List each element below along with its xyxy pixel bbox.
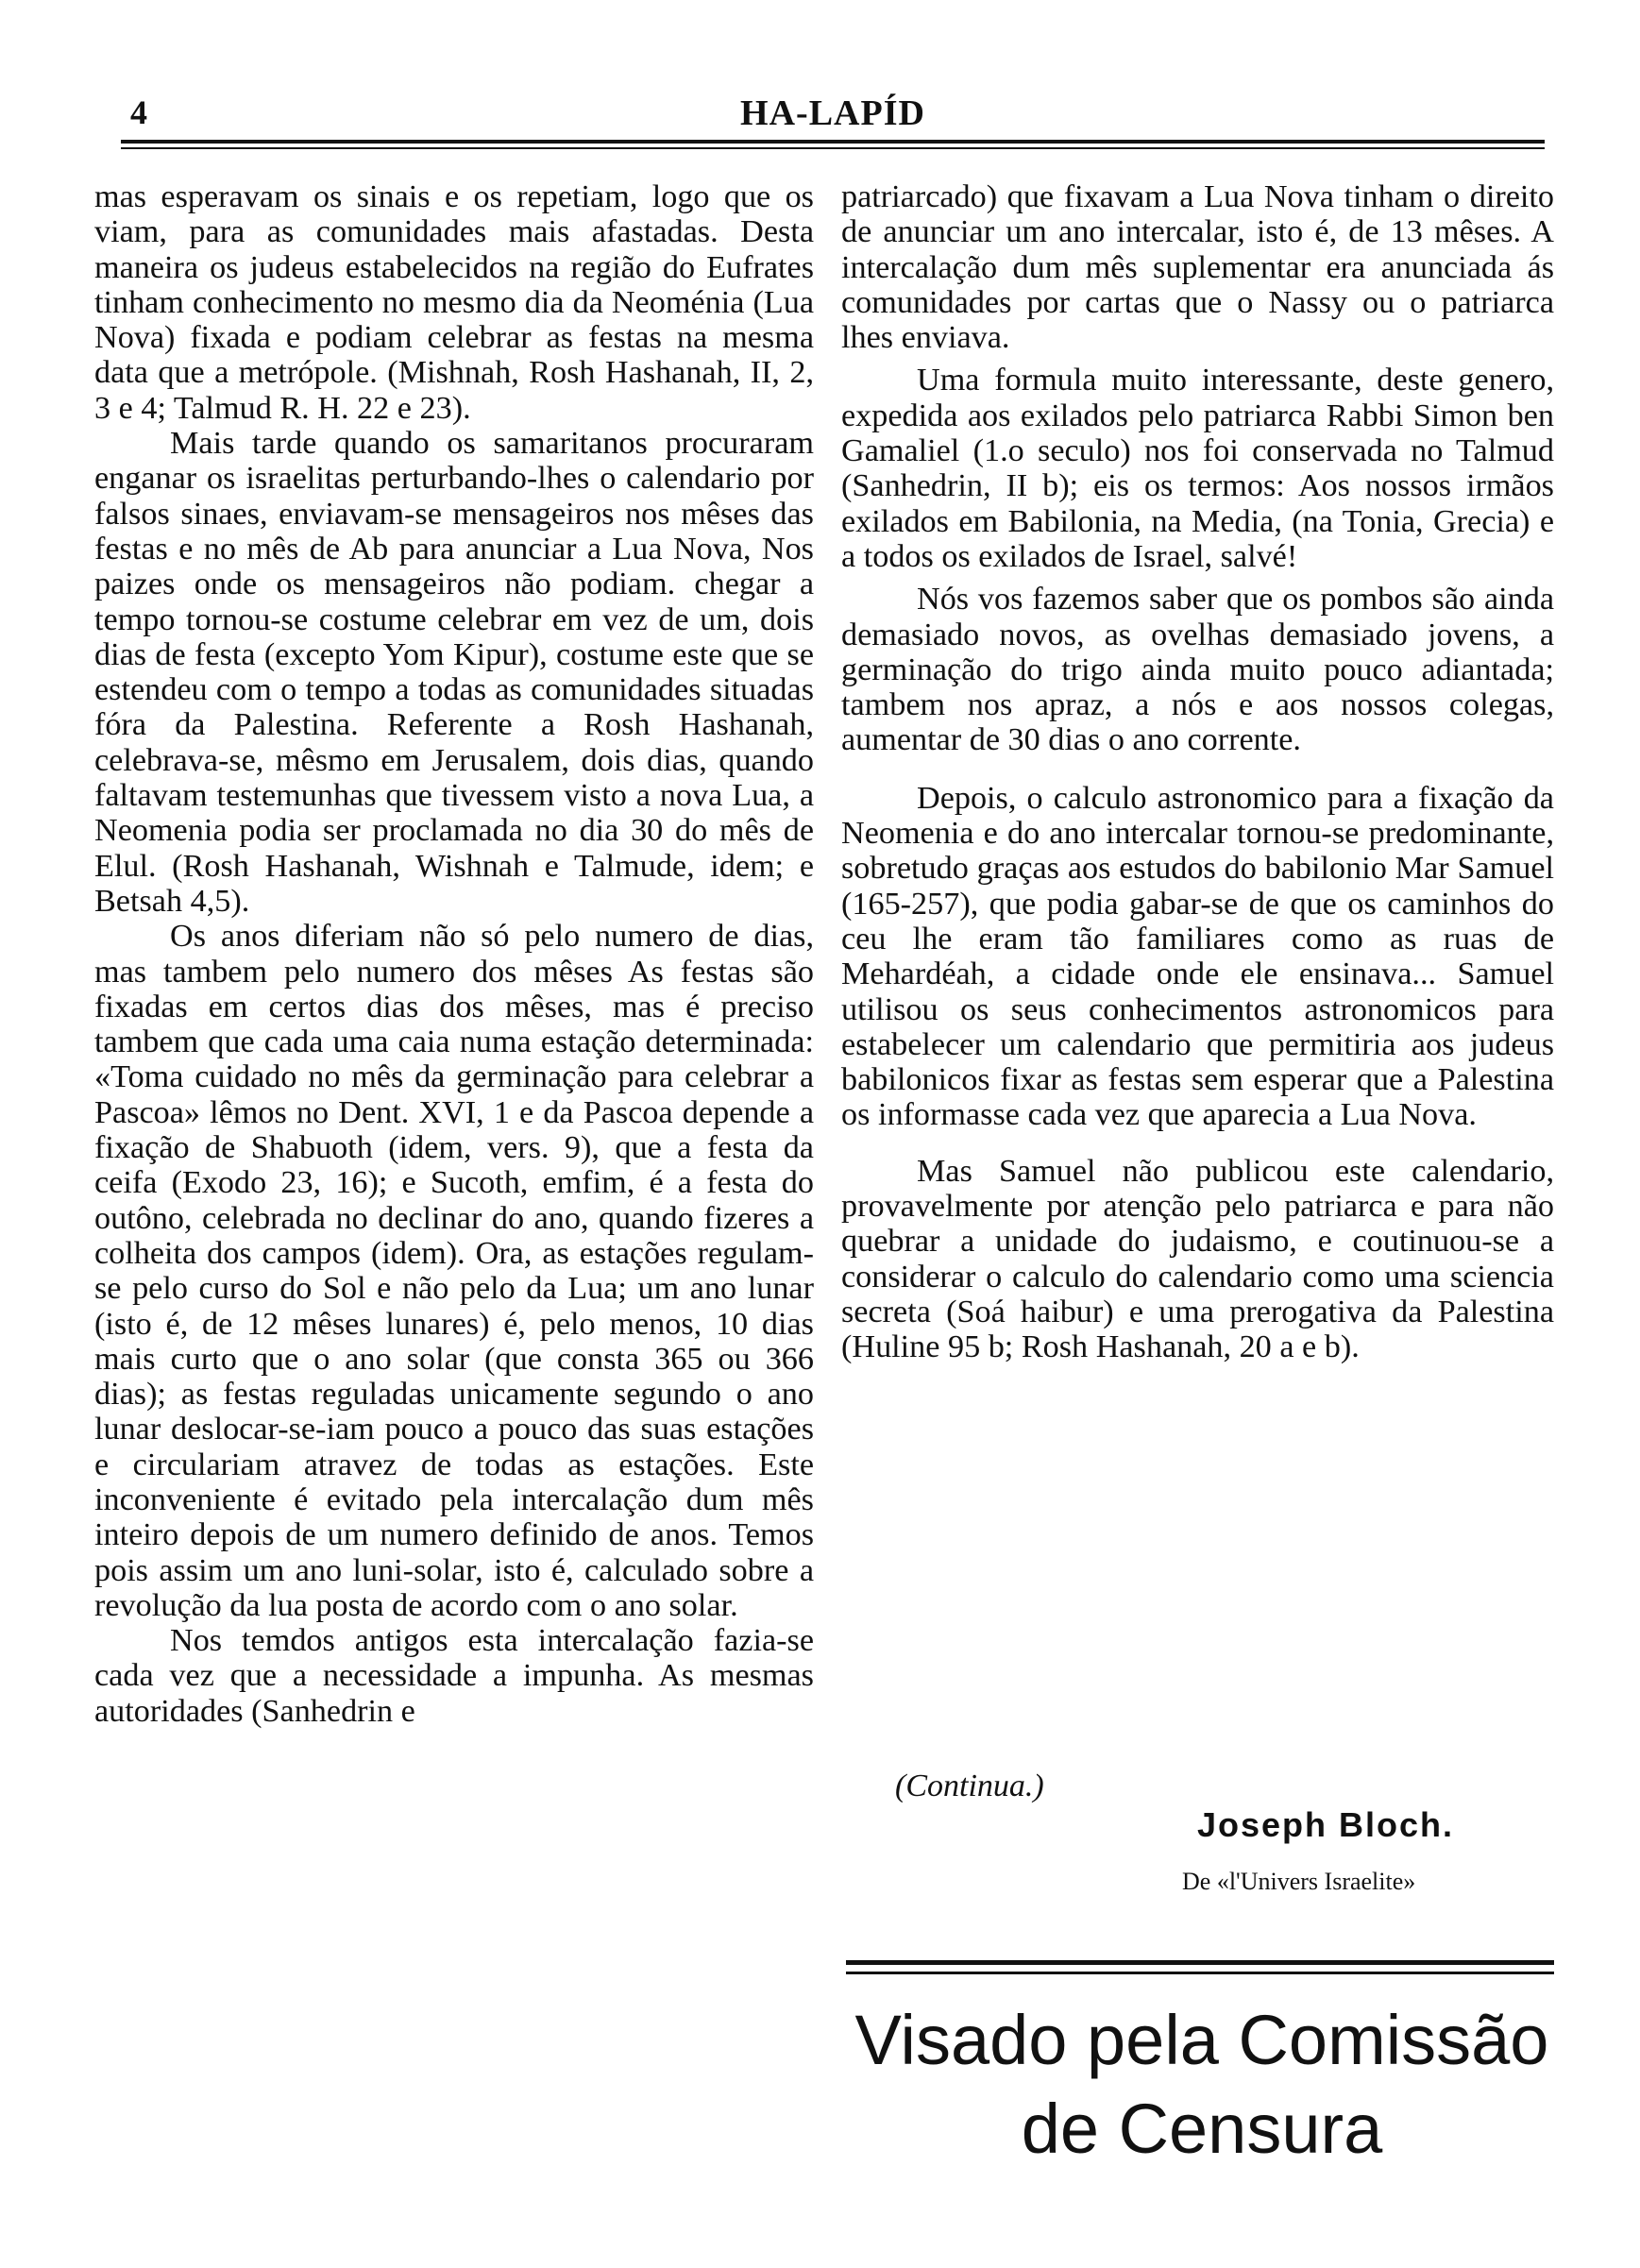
right-paragraph-2: Uma formula muito interessante, deste genero, expedida aos exilados pelo patriarca Rabbi Simon ben Gamaliel (1.o seculo) nos foi conservada no Talmud (Sanhedrin, II b); eis os termos: Aos nossos irmãos exilados em Babilonia, na Media, (na Tonia, Grecia) e a todos os exilados de Israel, salvé!: [841, 363, 1554, 574]
section-rule-thick: [846, 1960, 1554, 1965]
censorship-notice: [838, 1996, 1565, 2174]
running-title: HA-LAPÍD: [740, 93, 925, 133]
section-rule-thin: [846, 1972, 1554, 1974]
author-signature: Joseph Bloch.: [1197, 1805, 1455, 1844]
censorship-line-2: de Censura: [1021, 2090, 1383, 2168]
left-column: [94, 179, 814, 1729]
continued-note: (Continua.): [895, 1769, 1044, 1803]
right-paragraph-1: patriarcado) que fixavam a Lua Nova tinham o direito de anunciar um ano intercalar, isto é, de 13 mêses. A intercalação dum mês suplementar era anunciada ás comunidades por cartas que o Nassy ou o patriarca lhes enviava.: [841, 179, 1554, 356]
right-column: [841, 179, 1554, 1365]
header-rule-thin: [121, 147, 1545, 149]
left-paragraph-1: mas esperavam os sinais e os repetiam, logo que os viam, para as comunidades mais afastadas. Desta maneira os judeus estabelecidos na região do Eufrates tinham conhecimento no mesmo dia da Neoménia (Lua Nova) fixada e podiam celebrar as festas na mesma data que a metrópole. (Mishnah, Rosh Hashanah, II, 2, 3 e 4; Talmud R. H. 22 e 23).: [94, 179, 814, 426]
right-paragraph-3: Nós vos fazemos saber que os pombos são ainda demasiado novos, as ovelhas demasiado jovens, a germinação do trigo ainda muito pouco adiantada; tambem nos apraz, a nós e aos nossos colegas, aumentar de 30 dias o ano corrente.: [841, 582, 1554, 758]
right-paragraph-5: Mas Samuel não publicou este calendario, provavelmente por atenção pelo patriarca e para não quebrar a unidade do judaismo, e coutinuou-se a considerar o calculo do calendario como uma sciencia secreta (Soá haibur) e uma prerogativa da Palestina (Huline 95 b; Rosh Hashanah, 20 a e b).: [841, 1153, 1554, 1365]
right-paragraph-4: Depois, o calculo astronomico para a fixação da Neomenia e do ano intercalar tornou-se predominante, sobretudo graças aos estudos do babilonio Mar Samuel (165-257), que podia gabar-se de que os caminhos do ceu lhe eram tão familiares como as ruas de Mehardéah, a cidade onde ele ensinava... Samuel utilisou os seus conhecimentos astronomicos para estabelecer um calendario que permitiria aos judeus babilonicos fixar as festas sem esperar que a Palestina os informasse cada vez que aparecia a Lua Nova.: [841, 780, 1554, 1133]
header-rule-thick: [121, 140, 1545, 144]
left-paragraph-3: Os anos diferiam não só pelo numero de dias, mas tambem pelo numero dos mêses As festas são fixadas em certos dias dos mêses, mas é preciso tambem que cada uma caia numa estação determinada: «Toma cuidado no mês da germinação para celebrar a Pascoa» lêmos no Dent. XVI, 1 e da Pascoa depende a fixação de Shabuoth (idem, vers. 9), que a festa da ceifa (Exodo 23, 16); e Sucoth, emfim, é a festa do outôno, celebrada no declinar do ano, quando fizeres a colheita dos campos (idem). Ora, as estações regulam-se pelo curso do Sol e não pelo da Lua; um ano lunar (isto é, de 12 mêses lunares) é, pelo menos, 10 dias mais curto que o ano solar (que consta 365 ou 366 dias); as festas reguladas unicamente segundo o ano lunar deslocar-se-iam pouco a pouco das suas estações e circulariam atravez de todas as estações. Este inconveniente é evitado pela intercalação dum mês inteiro depois de um numero definido de anos. Temos pois assim um ano luni-solar, isto é, calculado sobre a revolução da lua posta de acordo com o ano solar.: [94, 919, 814, 1623]
left-paragraph-2: Mais tarde quando os samaritanos procuraram enganar os israelitas perturbando-lhes o calendario por falsos sinaes, enviavam-se mensageiros nos mêses das festas e no mês de Ab para anunciar a Lua Nova, Nos paizes onde os mensageiros não podiam. chegar a tempo tornou-se costume celebrar em vez de um, dois dias de festa (excepto Yom Kipur), costume este que se estendeu com o tempo a todas as comunidades situadas fóra da Palestina. Referente a Rosh Hashanah, celebrava-se, mêsmo em Jerusalem, dois dias, quando faltavam testemunhas que tivessem visto a nova Lua, a Neomenia podia ser proclamada no dia 30 do mês de Elul. (Rosh Hashanah, Wishnah e Talmude, idem; e Betsah 4,5).: [94, 426, 814, 919]
source-credit: De «l'Univers Israelite»: [1182, 1868, 1416, 1895]
left-paragraph-4: Nos temdos antigos esta intercalação fazia-se cada vez que a necessidade a impunha. As mesmas autoridades (Sanhedrin e: [94, 1623, 814, 1729]
censorship-line-1: Visado pela Comissão: [854, 2001, 1549, 2079]
page-header: [121, 93, 1545, 136]
page-number: 4: [130, 93, 147, 131]
